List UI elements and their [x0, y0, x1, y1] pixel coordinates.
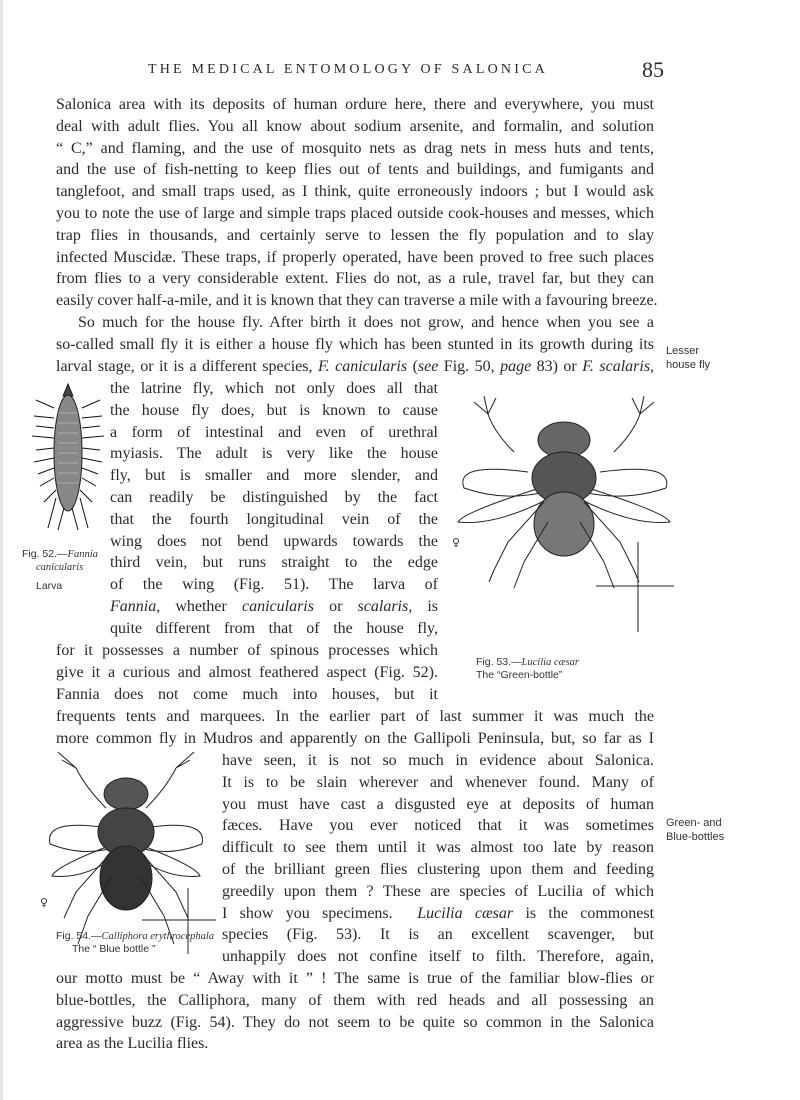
paragraph-calliphora [56, 968, 654, 1055]
caption-species: Fannia [67, 549, 98, 560]
text-line: area as the Lucilia flies. [56, 1035, 209, 1053]
fig52-caption [22, 548, 110, 593]
text-line: of the wing (Fig. 51). The larva of [110, 576, 438, 594]
margin-note-line: Lesser [666, 345, 700, 357]
text-line: of the brilliant green flies clustering upon them and feeding [222, 860, 654, 878]
text-line: that the fourth longitudinal vein of the [110, 510, 438, 528]
fig53-caption [476, 656, 666, 682]
text-line: our motto must be “ Away with it ” ! The same is true of the familiar blow-flies or [56, 970, 654, 987]
fig52-larva-illustration [30, 378, 106, 538]
text-line: for it possesses a number of spinous processes which [56, 642, 438, 659]
caption-species: canicularis [36, 562, 84, 573]
text-line: third vein, but runs straight to the edge [110, 554, 438, 572]
page-number: 85 [642, 57, 664, 82]
text-line: a form of intestinal and even of urethral [110, 423, 438, 441]
caption-species: Calliphora erythrocephala [101, 931, 215, 942]
text-line: difficult to see them until it was almost too late by reason [222, 839, 654, 857]
paragraph-adult-flies [56, 94, 658, 312]
text-line: the house fly does, but is known to cause [110, 401, 438, 419]
female-symbol-icon: ♀ [452, 536, 461, 549]
caption-common-name: The “ Blue bottle ” [72, 943, 156, 955]
caption-larva: Larva [36, 580, 63, 592]
text-line: blue-bottles, the Calliphora, many of them with red heads and all possessing an [56, 991, 654, 1009]
margin-note-lesser-house-fly [666, 344, 710, 372]
text-line: frequents tents and marquees. In the earlier part of last summer it was much the [56, 708, 654, 725]
text-line: greedily upon them ? These are species of Lucilia of which [222, 882, 654, 900]
paragraph-lucilia [222, 750, 654, 968]
fig53-lucilia-illustration [444, 392, 684, 642]
caption-prefix: Fig. 54.— [56, 930, 102, 942]
scan-edge [0, 0, 3, 1100]
text-line: you to note the use of large and simple traps placed outside cook-houses and messes, which [56, 204, 654, 222]
text-line: infected Muscidæ. These traps, if properly operated, have been proved to free such places [56, 248, 654, 266]
text-line: myiasis. The adult is very like the house [110, 445, 438, 463]
text-line: “ C,” and flaming, and the use of mosquito nets as drag nets in mess huts and tents, [56, 139, 654, 157]
running-title: THE MEDICAL ENTOMOLOGY OF SALONICA [148, 62, 548, 77]
paragraph-latrine-fly [110, 378, 438, 640]
text-line: Fannia, whether canicularis or scalaris, is [110, 597, 439, 615]
caption-common-name: The “Green-bottle” [476, 669, 563, 681]
text-line: more common fly in Mudros and apparently on the Gallipoli Peninsula, but, so far as I [56, 729, 654, 747]
text-line: you must have cast a disgusted eye at deposits of human [222, 795, 654, 813]
caption-species: Lucilia cæsar [521, 657, 579, 668]
text-line: I show you specimens. Lucilia cæsar is the commonest [222, 904, 655, 922]
text-line: quite different from that of the house fly, [110, 619, 438, 637]
text-line: give it a curious and almost feathered aspect (Fig. 52). [56, 663, 438, 681]
paragraph-mudros [56, 706, 654, 750]
text-line: from flies to a very considerable extent. Flies do not, as a rule, travel far, but they can [56, 270, 654, 288]
text-line: So much for the house fly. After birth it does not grow, and hence when you see a [78, 314, 654, 331]
text-line: deal with adult flies. You all know about sodium arsenite, and formalin, and solution [56, 117, 654, 135]
text-line: aggressive buzz (Fig. 54). They do not seem to be quite so common in the Salonica [56, 1013, 654, 1031]
text-line: fly, but is smaller and more slender, and [110, 467, 438, 485]
text-line: wing does not bend upwards towards the [110, 532, 438, 550]
margin-note-line: Blue-bottles [666, 831, 725, 843]
text-line: the latrine fly, which not only does all that [110, 380, 438, 397]
margin-note-line: house fly [666, 359, 711, 371]
margin-note-line: Green- and [666, 817, 722, 829]
text-line: trap flies in thousands, and certainly serve to lessen the fly population and to slay [56, 226, 654, 244]
paragraph-house-fly [56, 312, 654, 377]
caption-prefix: Fig. 53.— [476, 656, 522, 668]
fig54-calliphora-illustration [36, 748, 218, 960]
text-line: Fannia does not come much into houses, but it [56, 685, 438, 703]
text-line: Salonica area with its deposits of human ordure here, there and everywhere, you must [56, 96, 654, 113]
fig54-caption [56, 930, 226, 956]
caption-prefix: Fig. 52.— [22, 548, 68, 560]
text-line: fæces. Have you ever noticed that it was sometimes [222, 817, 654, 835]
text-line: species (Fig. 53). It is an excellent scavenger, but [222, 926, 654, 944]
female-symbol-icon: ♀ [40, 896, 49, 909]
text-line: easily cover half-a-mile, and it is known that they can traverse a mile with a favouring breeze. [56, 292, 658, 310]
text-line: have seen, it is not so much in evidence about Salonica. [222, 752, 654, 769]
paragraph-fannia [56, 640, 438, 705]
page-header [0, 57, 800, 86]
text-line: larval stage, or it is a different species, F. canicularis (see Fig. 50, page 83) or F. scalaris, [56, 357, 655, 375]
text-line: unhappily does not confine itself to filth. Therefore, again, [222, 948, 654, 966]
text-line: can readily be distinguished by the fact [110, 488, 438, 506]
text-line: tanglefoot, and small traps used, as I think, quite erroneously indoors ; but I would ask [56, 183, 654, 201]
margin-note-green-blue-bottles [666, 816, 724, 844]
text-line: It is to be slain wherever and whenever found. Many of [222, 773, 654, 791]
text-line: so-called small fly it is either a house fly which has been stunted in its growth during its [56, 335, 654, 353]
text-line: and the use of fish-netting to keep flies out of tents and buildings, and fumigants and [56, 161, 654, 179]
